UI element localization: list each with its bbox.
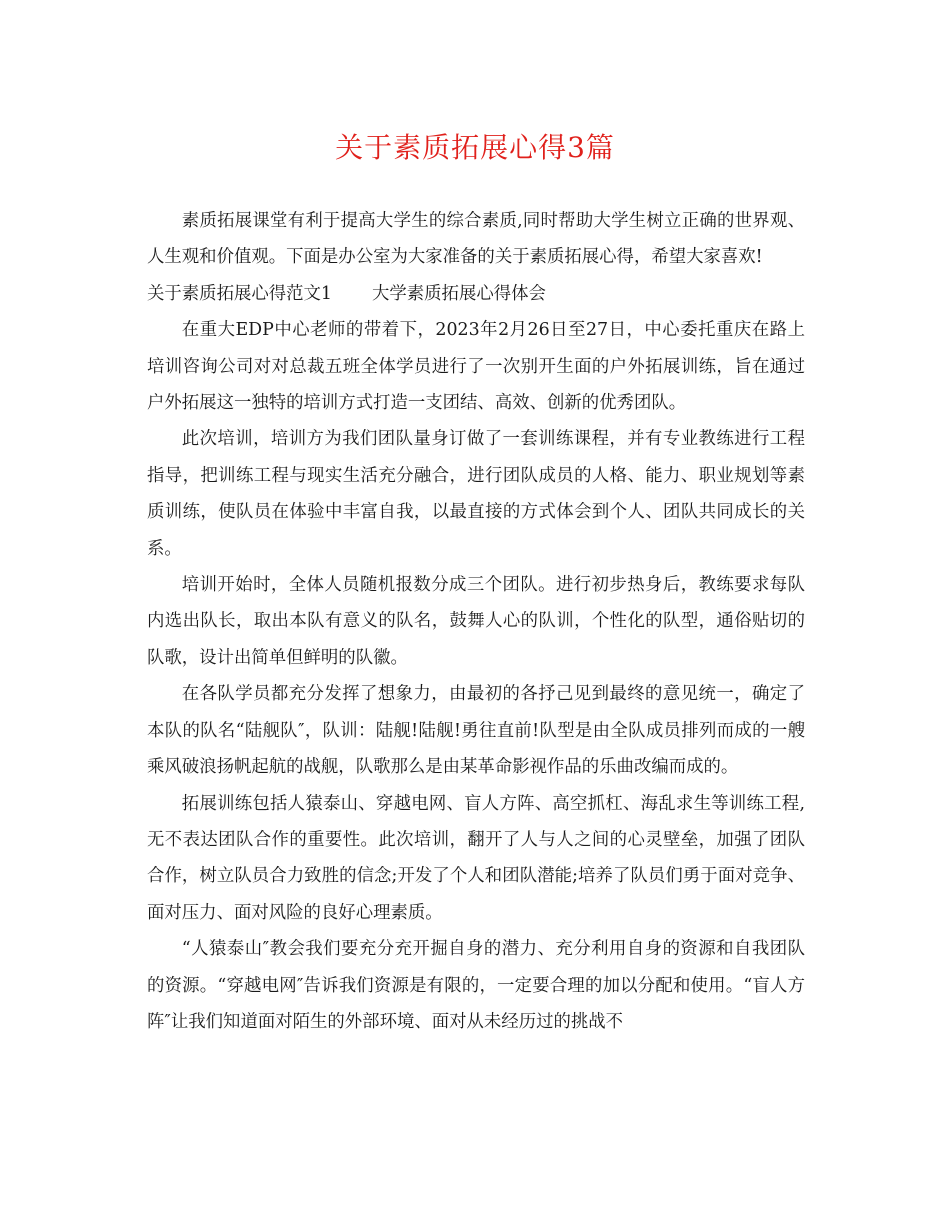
section-heading-subtitle: 大学素质拓展心得体会 xyxy=(371,283,546,304)
document-body xyxy=(147,203,805,1040)
body-paragraph: 此次培训，培训方为我们团队量身订做了一套训练课程，并有专业教练进行工程指导，把训练工程与现实生活充分融合，进行团队成员的人格、能力、职业规划等素质训练，使队员在体验中丰富自我，以最直接的方式体会到个人、团队共同成长的关系。 xyxy=(147,429,805,559)
body-paragraph: 在重大EDP中心老师的带着下，2023年2月26日至27日，中心委托重庆在路上培训咨询公司对对总裁五班全体学员进行了一次别开生面的户外拓展训练，旨在通过户外拓展这一独特的培训方式打造一支团结、高效、创新的优秀团队。 xyxy=(147,320,805,414)
document-title: 关于素质拓展心得3篇 xyxy=(335,131,615,164)
body-paragraph: “人猿泰山″教会我们要充分充开掘自身的潜力、充分利用自身的资源和自我团队的资源。“穿越电网″告诉我们资源是有限的，一定要合理的加以分配和使用。“盲人方阵″让我们知道面对陌生的外部环境、面对从未经历过的挑战不 xyxy=(147,939,805,1032)
section-heading-label: 关于素质拓展心得范文1 xyxy=(147,283,332,304)
intro-paragraph: 素质拓展课堂有利于提高大学生的综合素质,同时帮助大学生树立正确的世界观、人生观和价值观。下面是办公室为大家准备的关于素质拓展心得，希望大家喜欢! xyxy=(147,211,805,268)
body-paragraph: 培训开始时，全体人员随机报数分成三个团队。进行初步热身后，教练要求每队内选出队长，取出本队有意义的队名，鼓舞人心的队训，个性化的队型，通俗贴切的队歌，设计出简单但鲜明的队徽。 xyxy=(147,575,805,668)
body-paragraph: 拓展训练包括人猿泰山、穿越电网、盲人方阵、高空抓杠、海乱求生等训练工程,无不表达团队合作的重要性。此次培训，翻开了人与人之间的心灵壁垒，加强了团队合作，树立队员合力致胜的信念;开发了个人和团队潜能;培养了队员们勇于面对竞争、面对压力、面对风险的良好心理素质。 xyxy=(147,793,805,923)
section-heading xyxy=(147,276,805,312)
body-paragraph: 在各队学员都充分发挥了想象力，由最初的各抒己见到最终的意见统一，确定了本队的队名“陆舰队″，队训：陆舰!陆舰!勇往直前!队型是由全队成员排列而成的一艘乘风破浪扬帆起航的战舰，队歌那么是由某革命影视作品的乐曲改编而成的。 xyxy=(147,684,805,778)
